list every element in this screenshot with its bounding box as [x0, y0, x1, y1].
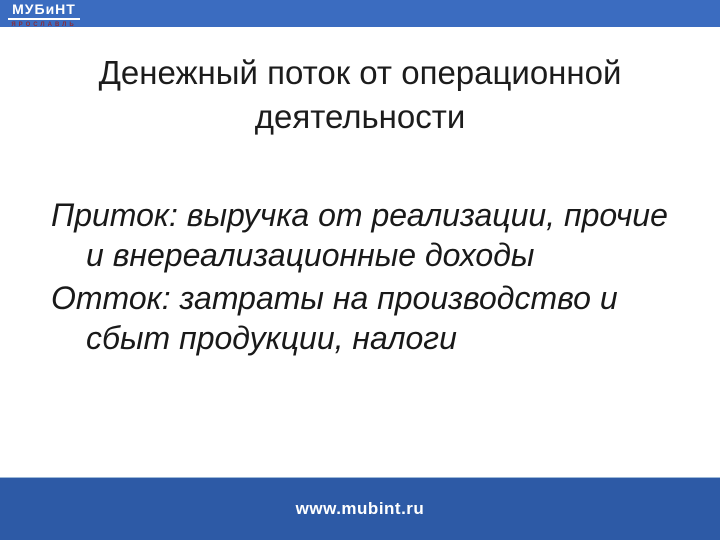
paragraph-outflow	[0, 278, 710, 358]
mubint-logo	[8, 2, 80, 28]
footer-bar	[0, 477, 720, 540]
logo-underline	[8, 18, 80, 20]
logo-city-text: ЯРОСЛАВЛЬ	[11, 22, 77, 28]
paragraph-inflow-line-2: и внереализационные доходы	[86, 237, 535, 273]
footer-url: www.mubint.ru	[295, 499, 425, 518]
logo-brand-text: МУБиНТ	[12, 1, 76, 17]
slide-body	[0, 195, 710, 361]
paragraph-inflow-line-1: Приток: выручка от реализации, прочие	[51, 197, 668, 233]
paragraph-inflow	[0, 195, 710, 275]
slide-title-line-2: деятельности	[254, 98, 466, 135]
paragraph-outflow-line-2: сбыт продукции, налоги	[86, 320, 457, 356]
slide-title-line-1: Денежный поток от операционной	[98, 54, 622, 91]
slide-title	[0, 51, 720, 139]
header-bar	[0, 0, 720, 27]
paragraph-outflow-line-1: Отток: затраты на производство и	[51, 280, 618, 316]
